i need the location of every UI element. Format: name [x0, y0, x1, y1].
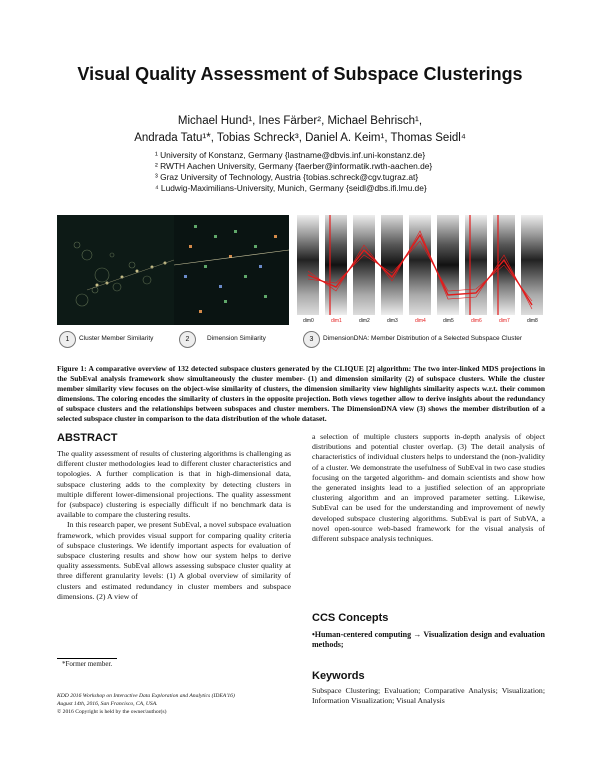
- authors-line-2: Andrada Tatu¹*, Tobias Schreck³, Daniel A. Keim¹, Thomas Seidl⁴: [134, 132, 466, 144]
- copyright-line: © 2016 Copyright is held by the owner/author(s): [57, 709, 167, 715]
- dim-label: dim2: [359, 318, 370, 324]
- ccs-heading: CCS Concepts: [312, 612, 389, 624]
- keywords-heading: Keywords: [312, 670, 365, 682]
- dimension-dna-view: [289, 215, 545, 325]
- member-scatter: [57, 215, 174, 325]
- dimension-scatter: [174, 215, 289, 325]
- dna-heatmap: [289, 215, 545, 318]
- affiliation: ⁴ Ludwig-Maximilians-University, Munich, Germany {seidl@dbs.ifi.lmu.de}: [155, 183, 427, 193]
- figure-panel-labels: [57, 331, 545, 349]
- affiliation: ¹ University of Konstanz, Germany {lastname@dbvis.inf.uni-konstanz.de}: [155, 150, 426, 160]
- panel-label: Cluster Member Similarity: [79, 335, 154, 342]
- abstract-heading: ABSTRACT: [57, 432, 118, 444]
- affiliations: [155, 150, 475, 194]
- panel-label: Dimension Similarity: [207, 335, 266, 342]
- dim-label: dim5: [443, 318, 454, 324]
- figure-1: [57, 215, 545, 350]
- dim-label: dim3: [387, 318, 398, 324]
- abstract-right-column: [312, 432, 545, 544]
- dim-label: dim0: [303, 318, 314, 324]
- dim-label: dim4: [415, 318, 426, 324]
- dim-label: dim1: [331, 318, 342, 324]
- abstract-left-column: [57, 449, 291, 602]
- affiliation: ² RWTH Aachen University, Germany {faerber@informatik.rwth-aachen.de}: [155, 161, 433, 171]
- venue-line: August 14th, 2016, San Francisco, CA, USA.: [57, 701, 158, 707]
- venue-notice: [57, 692, 297, 716]
- panel-number: 3: [303, 331, 320, 348]
- dim-label: dim7: [499, 318, 510, 324]
- footnote: *Former member.: [62, 660, 113, 668]
- abstract-paragraph: The quality assessment of results of clustering algorithms is challenging as different cluster methodologies lead to different cluster characteristics and topologies. A further complication is that in high-dimensional data, subspace clustering adds to the complexity by detecting clusters in multiple different lower-dimensional projections. The quality assessment for (subspace) clustering is especially difficult if no benchmark data is available to compare the clustering results.: [57, 449, 291, 520]
- figure-caption: Figure 1: A comparative overview of 132 detected subspace clusters generated by the CLIQUE [2] algorithm: The two inter-linked MDS projections in the SubEval analysis framework show simultaneously the cluster member- (1) and dimension similarity (2) of subspace clusters. While the cluster member similarity view focuses on the object-wise similarity of clusters, the dimension similarity view highlights similarity aspects w.r.t. their common dimensions. The coloring encodes the similarity of clusters in the opposite projection. Both views together allow to derive insights about the redundancy of subspace clusters and the relationships between subspaces and cluster members. The DimensionDNA view (3) shows the member distribution of a selected subspace cluster in comparison to the data distribution of the whole dataset.: [57, 364, 545, 423]
- panel-number: 2: [179, 331, 196, 348]
- abstract-paragraph: a selection of multiple clusters supports in-depth analysis of object distributions and potential cluster overlap. (3) The detail analysis of characteristics of individual clusters helps to understand the (non-)validity of a cluster. We demonstrate the usefulness of SubEval in two case studies focusing on the targeted algorithm- and domain scientists and show how the generated insights lead to a justified selection of an appropriate clustering algorithm and an improved parameter setting. Likewise, SubEval can be used for the understanding and improvement of newly developed subspace clustering algorithms. SubEval is part of SubVA, a novel open-source web-based framework for the visual analysis of different subspace analysis techniques.: [312, 432, 545, 544]
- ccs-text: •Human-centered computing → Visualization design and evaluation methods;: [312, 630, 545, 650]
- panel-number: 1: [59, 331, 76, 348]
- authors-line-1: Michael Hund¹, Ines Färber², Michael Behrisch¹,: [177, 115, 423, 127]
- footnote-rule: [57, 658, 117, 659]
- dim-label: dim8: [527, 318, 538, 324]
- dimension-labels: [289, 318, 545, 326]
- venue-line: KDD 2016 Workshop on Interactive Data Exploration and Analytics (IDEA'16): [57, 693, 235, 699]
- dim-label: dim6: [471, 318, 482, 324]
- cluster-member-projection: [57, 215, 174, 325]
- paper-title: Visual Quality Assessment of Subspace Clusterings: [77, 64, 523, 84]
- abstract-paragraph: In this research paper, we present SubEval, a novel subspace evaluation framework, which provides visual support for comparing quality criteria of subspace clusterings. We identify important aspects for evaluation of subspace clustering results and show how our system helps to derive quality assessments. SubEval allows assessing subspace cluster quality at three different granularity levels: (1) A global overview of similarity of clusters and estimated redundancy in cluster members and subspace dimensions. (2) A view of: [57, 520, 291, 601]
- keywords-text: Subspace Clustering; Evaluation; Comparative Analysis; Visualization; Information Visualization; Visual Analysis: [312, 686, 545, 706]
- affiliation: ³ Graz University of Technology, Austria {tobias.schreck@cgv.tugraz.at}: [155, 172, 419, 182]
- panel-label: DimensionDNA: Member Distribution of a Selected Subspace Cluster: [323, 335, 523, 342]
